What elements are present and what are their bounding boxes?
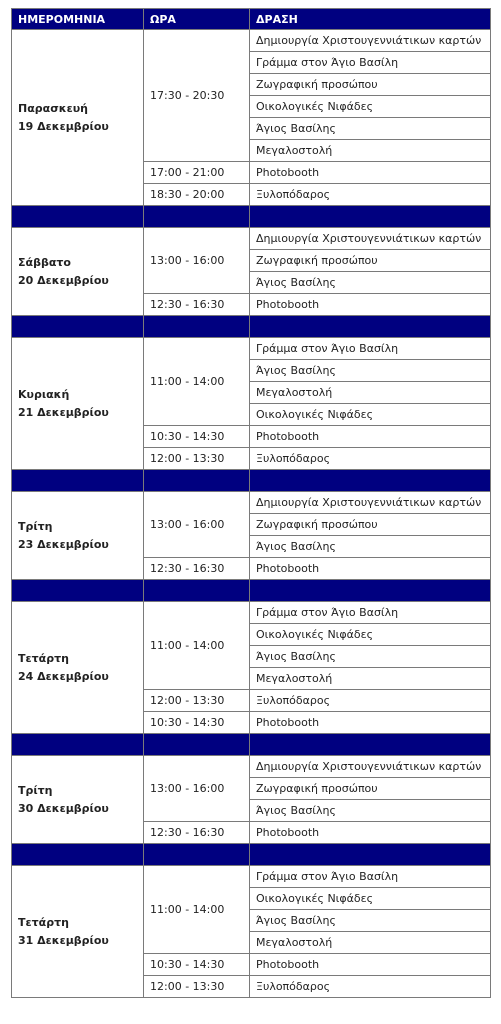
time-cell: 13:00 - 16:00 [144,492,250,558]
activity-cell: Γράμμα στον Άγιο Βασίλη [250,52,491,74]
activity-cell: Οικολογικές Νιφάδες [250,404,491,426]
day-cell [12,492,144,580]
activity-cell: Ξυλοπόδαρος [250,448,491,470]
day-date: 20 Δεκεμβρίου [18,273,109,287]
time-cell: 12:30 - 16:30 [144,822,250,844]
activity-cell: Ζωγραφική προσώπου [250,778,491,800]
activity-cell: Άγιος Βασίλης [250,800,491,822]
schedule-row [12,866,491,888]
separator-row [12,734,491,756]
schedule-row [12,602,491,624]
activity-cell: Ζωγραφική προσώπου [250,514,491,536]
day-cell [12,30,144,206]
day-date: 21 Δεκεμβρίου [18,405,109,419]
time-cell: 12:30 - 16:30 [144,558,250,580]
activity-cell: Ζωγραφική προσώπου [250,74,491,96]
time-cell: 12:00 - 13:30 [144,976,250,998]
separator-cell [250,734,491,756]
header-row [12,9,491,30]
schedule-row [12,228,491,250]
separator-cell [12,316,144,338]
header-time: ΩΡΑ [144,9,250,30]
separator-cell [144,844,250,866]
schedule-table [11,8,491,998]
separator-cell [144,206,250,228]
day-name: Τρίτη [18,783,53,797]
activity-cell: Μεγαλοστολή [250,932,491,954]
separator-row [12,316,491,338]
separator-cell [250,206,491,228]
day-cell [12,228,144,316]
time-cell: 10:30 - 14:30 [144,954,250,976]
activity-cell: Άγιος Βασίλης [250,536,491,558]
separator-cell [250,844,491,866]
activity-cell: Οικολογικές Νιφάδες [250,96,491,118]
separator-cell [144,734,250,756]
header-date: ΗΜΕΡΟΜΗΝΙΑ [12,9,144,30]
activity-cell: Ξυλοπόδαρος [250,690,491,712]
activity-cell: Άγιος Βασίλης [250,118,491,140]
activity-cell: Μεγαλοστολή [250,668,491,690]
time-cell: 10:30 - 14:30 [144,712,250,734]
day-date: 24 Δεκεμβρίου [18,669,109,683]
separator-row [12,580,491,602]
time-cell: 13:00 - 16:00 [144,756,250,822]
activity-cell: Photobooth [250,954,491,976]
schedule-row [12,338,491,360]
activity-cell: Γράμμα στον Άγιο Βασίλη [250,338,491,360]
activity-cell: Δημιουργία Χριστουγεννιάτικων καρτών [250,30,491,52]
time-cell: 17:30 - 20:30 [144,30,250,162]
day-name: Παρασκευή [18,101,88,115]
activity-cell: Photobooth [250,822,491,844]
activity-cell: Οικολογικές Νιφάδες [250,624,491,646]
day-name: Σάββατο [18,255,71,269]
separator-cell [12,470,144,492]
activity-cell: Άγιος Βασίλης [250,646,491,668]
time-cell: 11:00 - 14:00 [144,338,250,426]
activity-cell: Photobooth [250,162,491,184]
activity-cell: Photobooth [250,558,491,580]
day-cell [12,866,144,998]
day-name: Κυριακή [18,387,70,401]
separator-cell [12,734,144,756]
time-cell: 12:30 - 16:30 [144,294,250,316]
activity-cell: Ζωγραφική προσώπου [250,250,491,272]
separator-row [12,206,491,228]
time-cell: 11:00 - 14:00 [144,602,250,690]
activity-cell: Άγιος Βασίλης [250,910,491,932]
time-cell: 18:30 - 20:00 [144,184,250,206]
separator-cell [144,580,250,602]
separator-cell [12,580,144,602]
day-date: 23 Δεκεμβρίου [18,537,109,551]
schedule-row [12,756,491,778]
separator-cell [12,844,144,866]
separator-cell [250,580,491,602]
separator-cell [250,316,491,338]
activity-cell: Δημιουργία Χριστουγεννιάτικων καρτών [250,492,491,514]
activity-cell: Photobooth [250,294,491,316]
time-cell: 17:00 - 21:00 [144,162,250,184]
day-date: 31 Δεκεμβρίου [18,933,109,947]
day-name: Τετάρτη [18,651,69,665]
time-cell: 12:00 - 13:30 [144,690,250,712]
activity-cell: Photobooth [250,712,491,734]
separator-cell [250,470,491,492]
activity-cell: Γράμμα στον Άγιο Βασίλη [250,866,491,888]
day-date: 19 Δεκεμβρίου [18,119,109,133]
day-name: Τετάρτη [18,915,69,929]
activity-cell: Ξυλοπόδαρος [250,976,491,998]
activity-cell: Μεγαλοστολή [250,140,491,162]
separator-cell [144,316,250,338]
time-cell: 11:00 - 14:00 [144,866,250,954]
separator-row [12,470,491,492]
activity-cell: Δημιουργία Χριστουγεννιάτικων καρτών [250,756,491,778]
header-activity: ΔΡΑΣΗ [250,9,491,30]
day-cell [12,602,144,734]
activity-cell: Δημιουργία Χριστουγεννιάτικων καρτών [250,228,491,250]
activity-cell: Photobooth [250,426,491,448]
activity-cell: Γράμμα στον Άγιο Βασίλη [250,602,491,624]
day-cell [12,756,144,844]
activity-cell: Άγιος Βασίλης [250,272,491,294]
day-name: Τρίτη [18,519,53,533]
separator-cell [12,206,144,228]
separator-row [12,844,491,866]
time-cell: 13:00 - 16:00 [144,228,250,294]
separator-cell [144,470,250,492]
day-date: 30 Δεκεμβρίου [18,801,109,815]
schedule-body [12,30,491,998]
activity-cell: Άγιος Βασίλης [250,360,491,382]
time-cell: 12:00 - 13:30 [144,448,250,470]
activity-cell: Μεγαλοστολή [250,382,491,404]
activity-cell: Ξυλοπόδαρος [250,184,491,206]
schedule-row [12,492,491,514]
activity-cell: Οικολογικές Νιφάδες [250,888,491,910]
day-cell [12,338,144,470]
schedule-row [12,30,491,52]
time-cell: 10:30 - 14:30 [144,426,250,448]
